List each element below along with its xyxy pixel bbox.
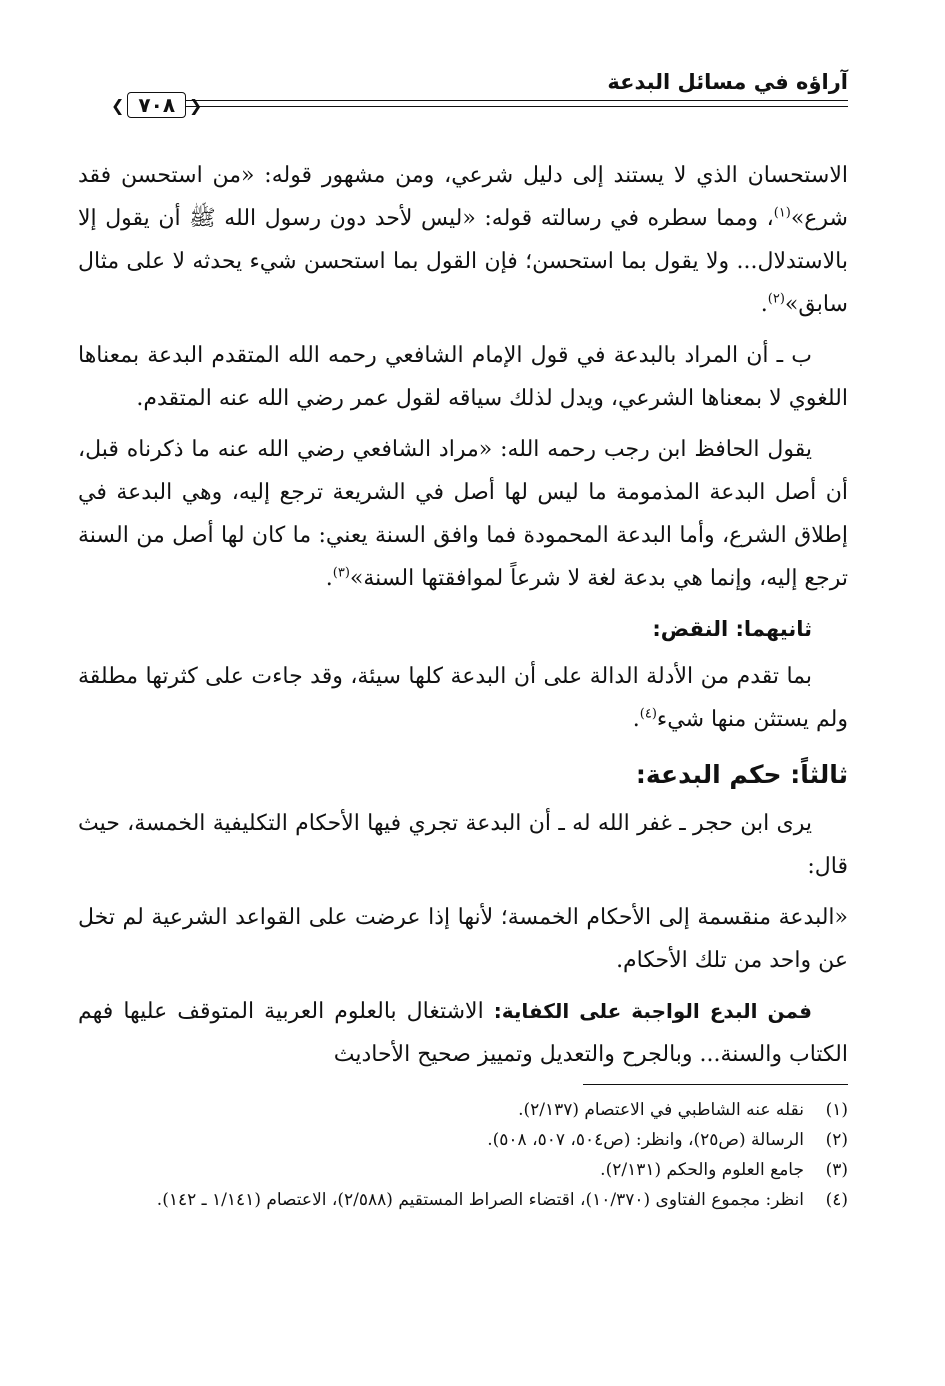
footnote-number: (٢) — [825, 1130, 848, 1150]
section-heading: ثالثاً: حكم البدعة: — [635, 760, 848, 789]
paragraph: الاستحسان الذي لا يستند إلى دليل شرعي، ومن مشهور قوله: «من استحسن فقد شرع»$^{(١)}$، ومما سطره في رسالته قوله: «ليس لأحد دون رسول الله ﷺ أن يقول إلا بالاستدلال... ولا يقول بما استحسن؛ فإن القول بما استحسن شيء يحدثه لا على مثال سابق»$^{(٢)}$. — [78, 163, 848, 317]
page-number: ٧٠٨ — [127, 92, 186, 118]
paragraph: فمن البدع الواجبة على الكفاية: الاشتغال بالعلوم العربية المتوقف عليها فهم الكتاب والسنة... وبالجرح والتعديل وتمييز صحيح الأحاديث — [78, 999, 848, 1067]
footnote-separator — [583, 1084, 848, 1085]
running-title: آراؤه في مسائل البدعة — [607, 70, 848, 94]
ornament-left-icon: ❮ — [111, 95, 125, 115]
footnote-ref[interactable]: (٣) — [332, 565, 350, 581]
footnote-text: نقله عنه الشاطبي في الاعتصام (٢/١٣٧). — [518, 1100, 804, 1120]
paragraph: يرى ابن حجر ـ غفر الله له ـ أن البدعة تجري فيها الأحكام التكليفية الخمسة، حيث قال: — [78, 811, 848, 879]
header-rule-line — [178, 100, 848, 101]
paragraph: ب ـ أن المراد بالبدعة في قول الإمام الشافعي رحمه الله المتقدم البدعة بمعناها اللغوي لا بمعناها الشرعي، ويدل لذلك سياقه لقول عمر رضي الله عنه المتقدم. — [78, 343, 848, 411]
footnote-ref[interactable]: (٤) — [639, 706, 657, 722]
footnote-text: جامع العلوم والحكم (٢/١٣١). — [600, 1160, 804, 1180]
book-page — [78, 70, 848, 1215]
bold-lead: فمن البدع الواجبة على الكفاية: — [493, 999, 812, 1023]
footnote-text: انظر: مجموع الفتاوى (١٠/٣٧٠)، اقتضاء الصراط المستقيم (٢/٥٨٨)، الاعتصام (١/١٤١ ـ ١٤٢). — [156, 1190, 804, 1210]
footnote — [78, 1125, 848, 1155]
footnote — [78, 1185, 848, 1215]
footnote — [78, 1155, 848, 1185]
running-header — [78, 70, 848, 117]
quote-paragraph: «البدعة منقسمة إلى الأحكام الخمسة؛ لأنها إذا عرضت على القواعد الشرعية لم تخل عن واحد من تلك الأحكام. — [78, 905, 848, 973]
footnote-ref[interactable]: (٢) — [767, 291, 785, 307]
header-rule-line — [178, 106, 848, 107]
main-text — [78, 154, 848, 1076]
paragraph: يقول الحافظ ابن رجب رحمه الله: «مراد الشافعي رضي الله عنه ما ذكرناه قبل، أن أصل البدعة المذمومة ما ليس لها أصل في الشريعة ترجع إليه، وهي البدعة في إطلاق الشرع، وأما البدعة المحمودة فما وافق السنة يعني: ما كان لها أصل من السنة ترجع إليه، وإنما هي بدعة لغة لا شرعاً لموافقتها السنة»$^{(٣)}$. — [78, 437, 848, 591]
footnote-number: (١) — [825, 1100, 848, 1120]
paragraph: بما تقدم من الأدلة الدالة على أن البدعة كلها سيئة، وقد جاءت على كثرتها مطلقة ولم يستثن منها شيء$^{(٤)}$. — [78, 664, 848, 732]
subheading: ثانيهما: النقض: — [652, 617, 812, 641]
footnote-number: (٣) — [825, 1160, 848, 1180]
page-number-ornament — [108, 92, 205, 118]
footnote — [78, 1095, 848, 1125]
footnote-text: الرسالة (ص٢٥)، وانظر: (ص٥٠٤، ٥٠٧، ٥٠٨). — [487, 1130, 804, 1150]
footnote-number: (٤) — [825, 1190, 848, 1210]
footnote-ref[interactable]: (١) — [773, 205, 791, 221]
footnotes — [78, 1095, 848, 1215]
ornament-right-icon: ❯ — [189, 95, 203, 115]
